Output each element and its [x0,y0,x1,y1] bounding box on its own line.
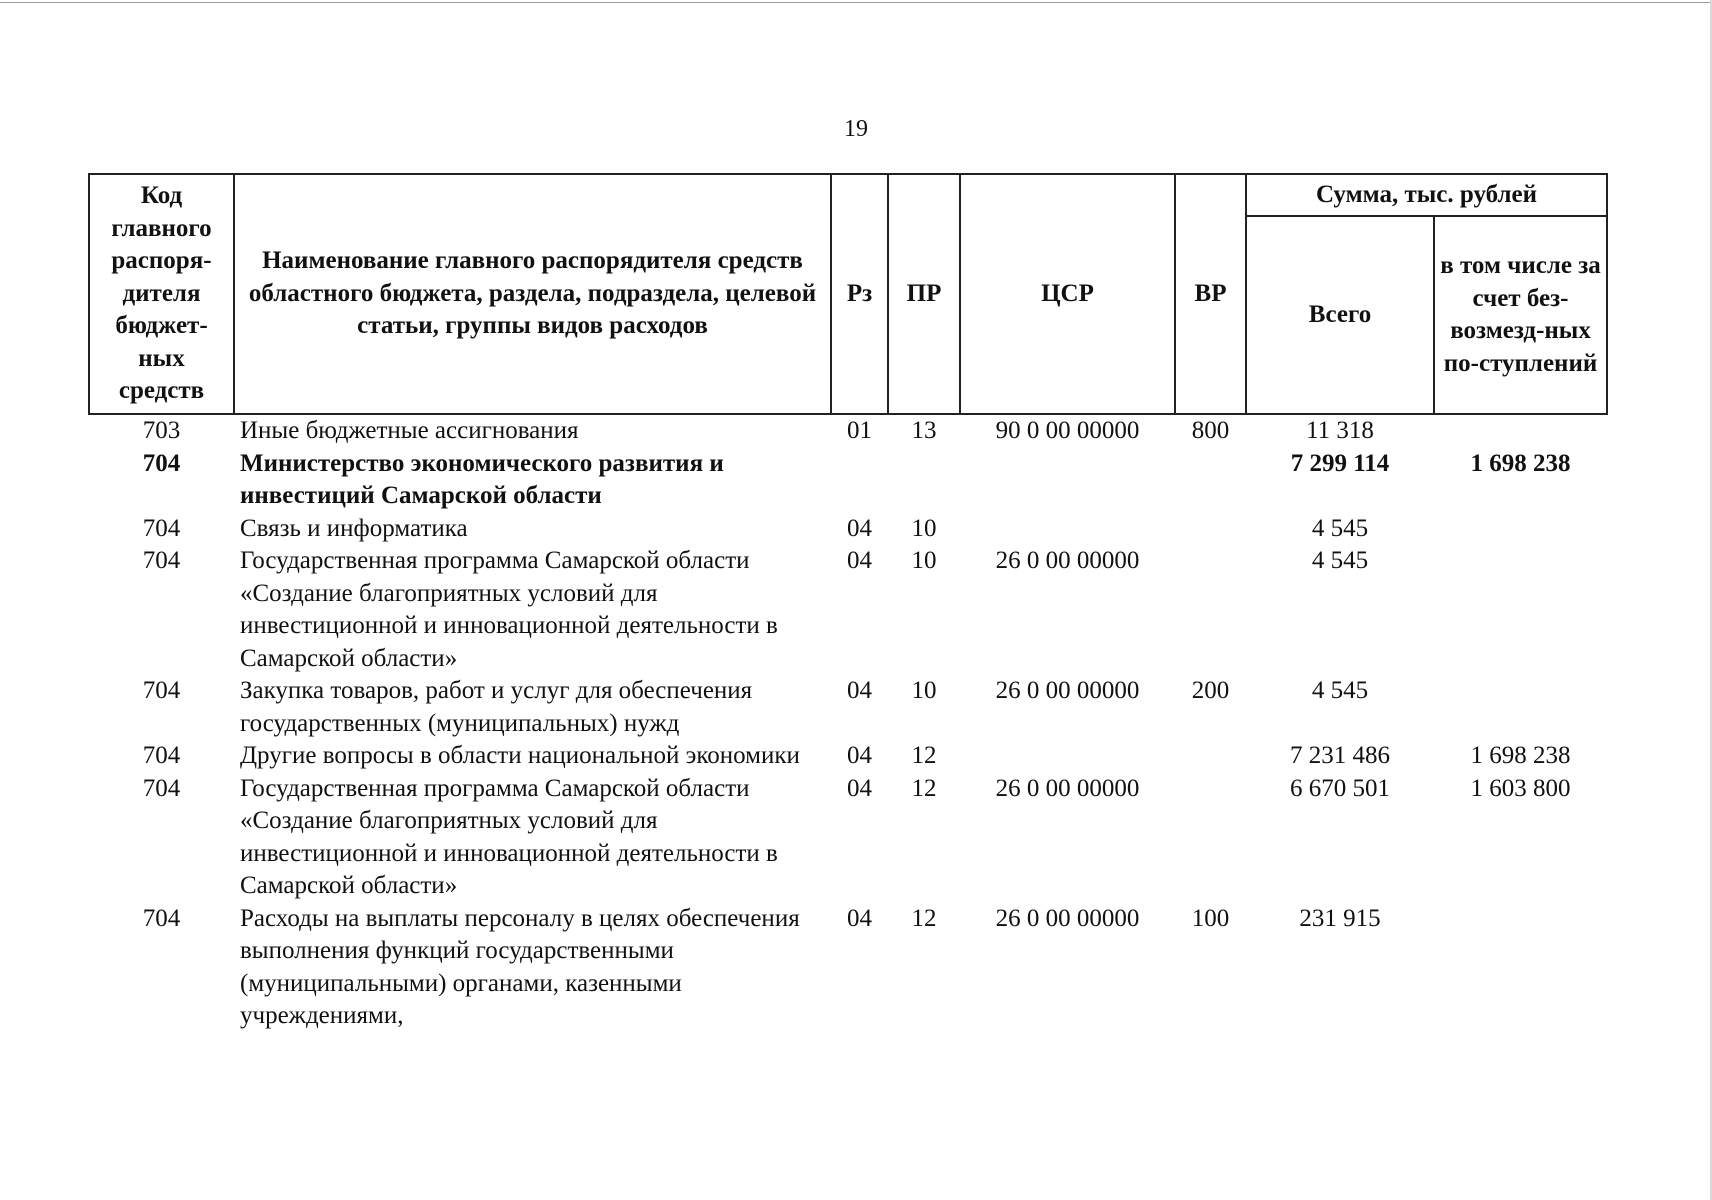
cell-vr [1175,513,1246,546]
cell-csr [960,513,1175,546]
page-top-edge [0,2,1712,3]
header-rz: Рз [831,174,888,414]
cell-vr: 200 [1191,677,1230,704]
cell-pr: 10 [911,677,937,704]
cell-name: Другие вопросы в области национальной экономики [240,742,800,769]
cell-vr: 800 [1191,417,1230,444]
cell-grants: 1 698 238 [1470,742,1571,769]
page-number: 19 [844,116,868,142]
cell-code: 704 [142,547,181,574]
cell-total: 7 299 114 [1290,449,1390,477]
cell-pr: 13 [911,417,937,444]
cell-grants: 1 603 800 [1470,774,1571,802]
cell-rz: 04 [847,677,872,704]
budget-table [88,173,1608,1033]
cell-name: Закупка товаров, работ и услуг для обеспечения государственных (муниципальных) нужд [240,677,753,737]
table-row [89,448,1607,513]
cell-pr: 10 [911,514,937,542]
cell-code: 704 [142,514,181,542]
cell-name: Связь и информатика [240,514,468,542]
cell-total: 6 670 501 [1290,774,1390,802]
cell-csr: 26 0 00 00000 [995,677,1140,704]
cell-code: 704 [142,742,181,769]
cell-rz: 04 [847,774,872,802]
cell-name: Иные бюджетные ассигнования [240,417,579,444]
cell-pr: 12 [911,904,937,932]
table-row [89,675,1607,740]
cell-name: Расходы на выплаты персоналу в целях обеспечения выполнения функций государственными (муниципальными) органами, казенными учреждениями, [240,904,800,1029]
cell-name: Государственная программа Самарской области «Создание благоприятных условий для инвестиционной и инновационной деятельности в Самарской области» [240,547,778,672]
cell-grants [1434,675,1607,740]
cell-rz: 04 [847,514,872,542]
cell-vr [1175,545,1246,675]
cell-csr [960,448,1175,513]
cell-rz: 01 [847,417,872,444]
cell-code: 704 [142,904,181,932]
cell-pr [888,448,960,513]
cell-csr: 26 0 00 00000 [995,547,1140,574]
header-sum-group: Сумма, тыс. рублей [1246,174,1607,216]
cell-grants [1434,545,1607,675]
table-row [89,545,1607,675]
cell-code: 704 [142,774,181,802]
cell-csr [960,740,1175,773]
cell-csr: 26 0 00 00000 [995,904,1140,932]
cell-csr: 90 0 00 00000 [995,417,1140,444]
cell-pr: 12 [911,774,937,802]
table-row [89,903,1607,1033]
cell-name: Государственная программа Самарской области «Создание благоприятных условий для инвестиционной и инновационной деятельности в Самарской области» [240,774,778,899]
header-vr: ВР [1175,174,1246,414]
cell-code: 703 [142,417,181,444]
header-csr: ЦСР [960,174,1175,414]
cell-name: Министерство экономического развития и инвестиций Самарской области [240,449,724,509]
header-grants: в том числе за счет без-возмезд-ных по-ступлений [1434,216,1607,414]
header-pr: ПР [888,174,960,414]
cell-total: 4 545 [1311,677,1369,704]
cell-csr: 26 0 00 00000 [995,774,1140,802]
cell-code: 704 [142,449,181,477]
cell-rz: 04 [847,547,872,574]
cell-grants [1434,513,1607,546]
cell-grants [1434,414,1607,448]
cell-rz [831,448,888,513]
table-row [89,740,1607,773]
cell-vr [1175,773,1246,903]
cell-total: 4 545 [1311,514,1369,542]
cell-pr: 10 [911,547,937,574]
cell-grants [1434,903,1607,1033]
table-row [89,773,1607,903]
header-code: Код главного распоря-дителя бюджет-ных средств [89,174,234,414]
cell-code: 704 [142,677,181,704]
cell-total: 11 318 [1306,417,1374,444]
table-row [89,513,1607,546]
cell-rz: 04 [847,904,872,932]
cell-vr [1175,740,1246,773]
table-row [89,414,1607,448]
cell-total: 231 915 [1299,904,1381,932]
cell-total: 7 231 486 [1290,742,1390,769]
cell-grants: 1 698 238 [1470,449,1571,477]
header-name: Наименование главного распорядителя средств областного бюджета, раздела, подраздела, целевой статьи, группы видов расходов [234,174,831,414]
cell-vr [1175,448,1246,513]
cell-pr: 12 [911,742,937,769]
cell-total: 4 545 [1311,547,1369,574]
cell-vr: 100 [1191,904,1230,932]
header-total: Всего [1246,216,1434,414]
cell-rz: 04 [847,742,872,769]
